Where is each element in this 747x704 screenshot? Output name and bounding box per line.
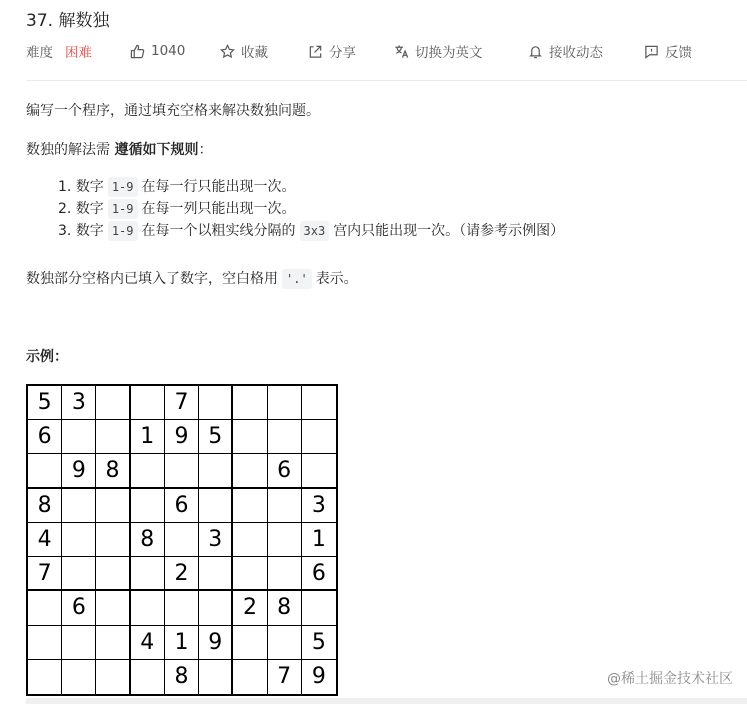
- inline-code: 3x3: [300, 221, 330, 241]
- switch-language-button[interactable]: [394, 40, 483, 62]
- watermark: @稀土掘金技术社区: [607, 671, 733, 687]
- sudoku-cell: [131, 489, 165, 523]
- sudoku-cell: [268, 523, 302, 557]
- rule-item: [58, 220, 564, 242]
- example-title: 示例：: [26, 349, 68, 365]
- sudoku-cell: 9: [199, 626, 233, 660]
- sudoku-cell: [131, 557, 165, 591]
- sudoku-cell: 6: [268, 454, 302, 488]
- inline-code: '.': [282, 269, 312, 289]
- sudoku-cell: [233, 386, 267, 420]
- sudoku-cell: [96, 591, 130, 625]
- favorite-button[interactable]: [220, 40, 268, 62]
- sudoku-cell: [62, 523, 96, 557]
- sudoku-cell: [96, 420, 130, 454]
- rule-text: 宫内只能出现一次。（请参考示例图）: [333, 223, 565, 239]
- sudoku-cell: [165, 591, 199, 625]
- sudoku-cell: 9: [165, 420, 199, 454]
- bottom-strip: [26, 698, 747, 704]
- sudoku-cell: [131, 386, 165, 420]
- sudoku-cell: 3: [302, 489, 336, 523]
- sudoku-cell: 9: [311, 664, 326, 690]
- sudoku-cell: [199, 489, 233, 523]
- switch-language-label: 切换为英文: [415, 45, 483, 61]
- rule-number: 3.: [58, 223, 72, 239]
- sudoku-cell: [199, 386, 233, 420]
- sudoku-cell: [233, 626, 267, 660]
- sudoku-cell: [233, 454, 267, 488]
- sudoku-cell: 9: [62, 454, 96, 488]
- share-label: 分享: [329, 45, 356, 61]
- rule-text: 数字: [75, 179, 104, 195]
- sudoku-cell: [233, 557, 267, 591]
- sudoku-cell: [96, 489, 130, 523]
- sudoku-cell: [233, 489, 267, 523]
- sudoku-cell: [131, 454, 165, 488]
- sudoku-cell: [28, 660, 62, 694]
- header-divider: [26, 80, 747, 81]
- sudoku-cell: [165, 523, 199, 557]
- subscribe-button[interactable]: [528, 40, 603, 62]
- sudoku-cell: 1: [131, 420, 165, 454]
- sudoku-cell: [268, 626, 302, 660]
- sudoku-cell: 3: [199, 523, 233, 557]
- sudoku-cell: [199, 557, 233, 591]
- inline-code: 1-9: [108, 221, 138, 241]
- rule-text: 数字: [75, 201, 104, 217]
- favorite-label: 收藏: [241, 45, 268, 61]
- share-icon: [308, 44, 323, 59]
- like-count: 1040: [151, 43, 186, 59]
- sudoku-cell: 6: [62, 591, 96, 625]
- sudoku-cell: 3: [62, 386, 96, 420]
- like-button[interactable]: [130, 40, 185, 62]
- sudoku-cell: [62, 660, 96, 694]
- blank-note-text: 表示。: [315, 271, 358, 287]
- sudoku-cell: [131, 660, 165, 694]
- sudoku-cell: [131, 591, 165, 625]
- sudoku-cell: 5: [199, 420, 233, 454]
- sudoku-cell: 4: [28, 523, 62, 557]
- sudoku-cell: [62, 626, 96, 660]
- sudoku-cell: 6: [28, 420, 62, 454]
- description-intro: 编写一个程序，通过填充空格来解决数独问题。: [26, 103, 320, 119]
- rules-bold: 遵循如下规则: [114, 142, 199, 158]
- sudoku-cell: 5: [28, 386, 62, 420]
- sudoku-cell: 1: [302, 523, 336, 557]
- sudoku-cell: [268, 386, 302, 420]
- sudoku-cell: [62, 489, 96, 523]
- translate-icon: [394, 44, 409, 59]
- rule-item: [58, 176, 564, 198]
- inline-code: 1-9: [108, 177, 138, 197]
- feedback-label: 反馈: [665, 45, 692, 61]
- rule-text: 数字: [75, 223, 104, 239]
- problem-title: 37. 解数独: [26, 11, 110, 31]
- sudoku-cell: 7: [28, 557, 62, 591]
- sudoku-cell: [62, 420, 96, 454]
- sudoku-cell: [268, 557, 302, 591]
- difficulty-value: 困难: [65, 45, 92, 61]
- sudoku-cell: [28, 626, 62, 660]
- subscribe-label: 接收动态: [549, 45, 603, 61]
- rules-prefix: 数独的解法需: [26, 142, 115, 158]
- sudoku-cell: 4: [131, 626, 165, 660]
- sudoku-cell: [268, 420, 302, 454]
- rule-item: [58, 198, 564, 220]
- difficulty-label: 难度: [26, 45, 53, 61]
- rules-list: [58, 176, 564, 242]
- thumb-up-icon: [130, 44, 145, 59]
- sudoku-cell: [96, 523, 130, 557]
- star-icon: [220, 44, 235, 59]
- sudoku-cell: 7: [165, 386, 199, 420]
- description-rules-heading: [26, 139, 212, 159]
- sudoku-cell: [62, 557, 96, 591]
- rules-suffix: ：: [198, 142, 213, 158]
- sudoku-cell: [199, 591, 233, 625]
- description-blank-note: [26, 268, 358, 289]
- rule-number: 1.: [58, 179, 72, 195]
- sudoku-cell: [268, 489, 302, 523]
- sudoku-cell: [233, 523, 267, 557]
- sudoku-cell: [165, 454, 199, 488]
- sudoku-cell: 1: [165, 626, 199, 660]
- difficulty: [26, 40, 92, 62]
- rule-text: 在每一个以粗实线分隔的: [141, 223, 296, 239]
- sudoku-cell: [233, 420, 267, 454]
- feedback-icon: [644, 44, 659, 59]
- sudoku-cell: [96, 626, 130, 660]
- sudoku-cell: 8: [165, 660, 199, 694]
- rule-text: 在每一行只能出现一次。: [141, 179, 296, 195]
- sudoku-cell: 8: [28, 489, 62, 523]
- sudoku-cell: [96, 557, 130, 591]
- sudoku-cell: [28, 454, 62, 488]
- sudoku-cell: 8: [268, 591, 302, 625]
- sudoku-cell: 5: [302, 626, 336, 660]
- sudoku-cell: [199, 660, 233, 694]
- sudoku-cell: 8: [96, 454, 130, 488]
- sudoku-board: [26, 384, 338, 696]
- sudoku-cell: [233, 660, 267, 694]
- sudoku-cell: [199, 454, 233, 488]
- blank-note-text: 数独部分空格内已填入了数字，空白格用: [26, 271, 278, 287]
- sudoku-cell: 6: [165, 489, 199, 523]
- sudoku-cell: 7: [268, 660, 302, 694]
- sudoku-cell: [302, 454, 336, 488]
- rule-number: 2.: [58, 201, 72, 217]
- sudoku-cell: [302, 591, 336, 625]
- share-button[interactable]: [308, 40, 356, 62]
- sudoku-cell: 8: [131, 523, 165, 557]
- sudoku-cell: 2: [165, 557, 199, 591]
- sudoku-cell: [302, 420, 336, 454]
- sudoku-cell: [96, 386, 130, 420]
- inline-code: 1-9: [108, 199, 138, 219]
- bell-icon: [528, 44, 543, 59]
- sudoku-cell: [28, 591, 62, 625]
- feedback-button[interactable]: [644, 40, 692, 62]
- sudoku-cell: [96, 660, 130, 694]
- sudoku-cell: 6: [302, 557, 336, 591]
- rule-text: 在每一列只能出现一次。: [141, 201, 296, 217]
- sudoku-cell: 2: [233, 591, 267, 625]
- sudoku-cell: [302, 386, 336, 420]
